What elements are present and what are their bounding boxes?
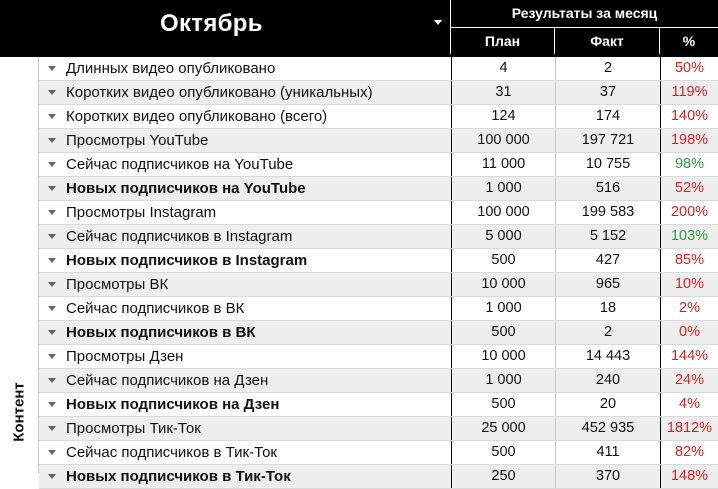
table-row[interactable]	[39, 465, 718, 489]
plan-cell[interactable]: 500	[451, 249, 555, 272]
table-row[interactable]	[39, 369, 718, 393]
plan-cell[interactable]: 500	[451, 441, 555, 464]
row-dropdown-icon[interactable]	[48, 330, 56, 335]
percent-cell[interactable]: 140%	[660, 105, 718, 128]
row-dropdown-icon[interactable]	[48, 234, 56, 239]
results-header: Результаты за месяц	[451, 0, 718, 27]
plan-cell[interactable]: 5 000	[451, 225, 555, 248]
row-dropdown-icon[interactable]	[48, 426, 56, 431]
month-title: Октябрь	[160, 10, 263, 37]
percent-cell[interactable]: 98%	[660, 153, 718, 176]
metric-name: Новых подписчиков в Instagram	[66, 252, 308, 269]
percent-cell[interactable]: 52%	[660, 177, 718, 200]
row-dropdown-icon[interactable]	[48, 450, 56, 455]
fact-cell[interactable]: 197 721	[555, 129, 660, 152]
row-dropdown-icon[interactable]	[48, 90, 56, 95]
fact-cell[interactable]: 370	[555, 465, 660, 488]
fact-cell[interactable]: 427	[555, 249, 660, 272]
metric-name: Просмотры Тик-Ток	[66, 420, 201, 437]
metric-name: Коротких видео опубликовано (всего)	[66, 108, 328, 125]
fact-cell[interactable]: 14 443	[555, 345, 660, 368]
row-dropdown-icon[interactable]	[48, 66, 56, 71]
plan-cell[interactable]: 10 000	[451, 273, 555, 296]
percent-cell[interactable]: 1812%	[660, 417, 718, 440]
fact-cell[interactable]: 411	[555, 441, 660, 464]
fact-cell[interactable]: 174	[555, 105, 660, 128]
plan-cell[interactable]: 25 000	[451, 417, 555, 440]
fact-cell[interactable]: 37	[555, 81, 660, 104]
table-row[interactable]	[39, 225, 718, 249]
table-row[interactable]	[39, 177, 718, 201]
fact-cell[interactable]: 452 935	[555, 417, 660, 440]
percent-cell[interactable]: 2%	[660, 297, 718, 320]
fact-cell[interactable]: 2	[555, 321, 660, 344]
percent-cell[interactable]: 85%	[660, 249, 718, 272]
plan-cell[interactable]: 500	[451, 321, 555, 344]
metric-name: Коротких видео опубликовано (уникальных)	[66, 84, 373, 101]
month-dropdown-icon[interactable]	[434, 20, 442, 25]
percent-cell[interactable]: 198%	[660, 129, 718, 152]
plan-cell[interactable]: 10 000	[451, 345, 555, 368]
side-group-label: Контент	[10, 382, 28, 442]
percent-cell[interactable]: 82%	[660, 441, 718, 464]
metric-name: Новых подписчиков на Дзен	[66, 396, 280, 413]
table-row[interactable]	[39, 57, 718, 81]
plan-cell[interactable]: 250	[451, 465, 555, 488]
row-dropdown-icon[interactable]	[48, 138, 56, 143]
row-dropdown-icon[interactable]	[48, 210, 56, 215]
plan-cell[interactable]: 100 000	[451, 201, 555, 224]
row-dropdown-icon[interactable]	[48, 474, 56, 479]
metric-name: Просмотры Instagram	[66, 204, 217, 221]
percent-cell[interactable]: 200%	[660, 201, 718, 224]
plan-cell[interactable]: 124	[451, 105, 555, 128]
row-dropdown-icon[interactable]	[48, 402, 56, 407]
table-row[interactable]	[39, 345, 718, 369]
percent-cell[interactable]: 103%	[660, 225, 718, 248]
row-dropdown-icon[interactable]	[48, 378, 56, 383]
side-group-cell	[0, 57, 39, 473]
plan-cell[interactable]: 1 000	[451, 177, 555, 200]
fact-cell[interactable]: 965	[555, 273, 660, 296]
table-row[interactable]	[39, 153, 718, 177]
plan-column-header: План	[451, 28, 554, 54]
metric-name: Просмотры Дзен	[66, 348, 184, 365]
plan-cell[interactable]: 4	[451, 57, 555, 80]
table-row[interactable]	[39, 417, 718, 441]
metric-name: Сейчас подписчиков в Тик-Ток	[66, 444, 277, 461]
row-dropdown-icon[interactable]	[48, 354, 56, 359]
metric-name: Новых подписчиков на YouTube	[66, 180, 306, 197]
table-row[interactable]	[39, 273, 718, 297]
fact-cell[interactable]: 240	[555, 369, 660, 392]
metric-name: Новых подписчиков в ВК	[66, 324, 256, 341]
metric-name: Просмотры ВК	[66, 276, 169, 293]
table-row[interactable]	[39, 297, 718, 321]
percent-cell[interactable]: 50%	[660, 57, 718, 80]
plan-cell[interactable]: 11 000	[451, 153, 555, 176]
fact-cell[interactable]: 20	[555, 393, 660, 416]
metrics-table	[39, 57, 718, 489]
percent-cell[interactable]: 24%	[660, 369, 718, 392]
metric-name: Сейчас подписчиков в Instagram	[66, 228, 293, 245]
metric-name: Новых подписчиков в Тик-Ток	[66, 468, 291, 485]
fact-cell[interactable]: 2	[555, 57, 660, 80]
fact-cell[interactable]: 10 755	[555, 153, 660, 176]
month-header	[0, 0, 450, 54]
percent-cell[interactable]: 144%	[660, 345, 718, 368]
plan-cell[interactable]: 500	[451, 393, 555, 416]
percent-cell[interactable]: 119%	[660, 81, 718, 104]
metric-name: Сейчас подписчиков на Дзен	[66, 372, 269, 389]
row-dropdown-icon[interactable]	[48, 306, 56, 311]
percent-cell[interactable]: 4%	[660, 393, 718, 416]
percent-cell[interactable]: 0%	[660, 321, 718, 344]
fact-column-header: Факт	[555, 28, 659, 54]
metric-name: Просмотры YouTube	[66, 132, 209, 149]
table-row[interactable]	[39, 393, 718, 417]
plan-cell[interactable]: 1 000	[451, 369, 555, 392]
table-row[interactable]	[39, 81, 718, 105]
row-dropdown-icon[interactable]	[48, 114, 56, 119]
row-dropdown-icon[interactable]	[48, 258, 56, 263]
fact-cell[interactable]: 5 152	[555, 225, 660, 248]
fact-cell[interactable]: 18	[555, 297, 660, 320]
metric-name: Длинных видео опубликовано	[66, 60, 276, 77]
table-row[interactable]	[39, 321, 718, 345]
table-row[interactable]	[39, 201, 718, 225]
fact-cell[interactable]: 516	[555, 177, 660, 200]
fact-cell[interactable]: 199 583	[555, 201, 660, 224]
metric-name: Сейчас подписчиков в ВК	[66, 300, 245, 317]
table-row[interactable]	[39, 249, 718, 273]
row-dropdown-icon[interactable]	[48, 186, 56, 191]
row-dropdown-icon[interactable]	[48, 162, 56, 167]
row-dropdown-icon[interactable]	[48, 282, 56, 287]
percent-cell[interactable]: 10%	[660, 273, 718, 296]
plan-cell[interactable]: 1 000	[451, 297, 555, 320]
plan-cell[interactable]: 100 000	[451, 129, 555, 152]
percent-cell[interactable]: 148%	[660, 465, 718, 488]
plan-cell[interactable]: 31	[451, 81, 555, 104]
table-row[interactable]	[39, 105, 718, 129]
table-row[interactable]	[39, 129, 718, 153]
metric-name: Сейчас подписчиков на YouTube	[66, 156, 294, 173]
percent-column-header: %	[660, 28, 718, 54]
table-row[interactable]	[39, 441, 718, 465]
